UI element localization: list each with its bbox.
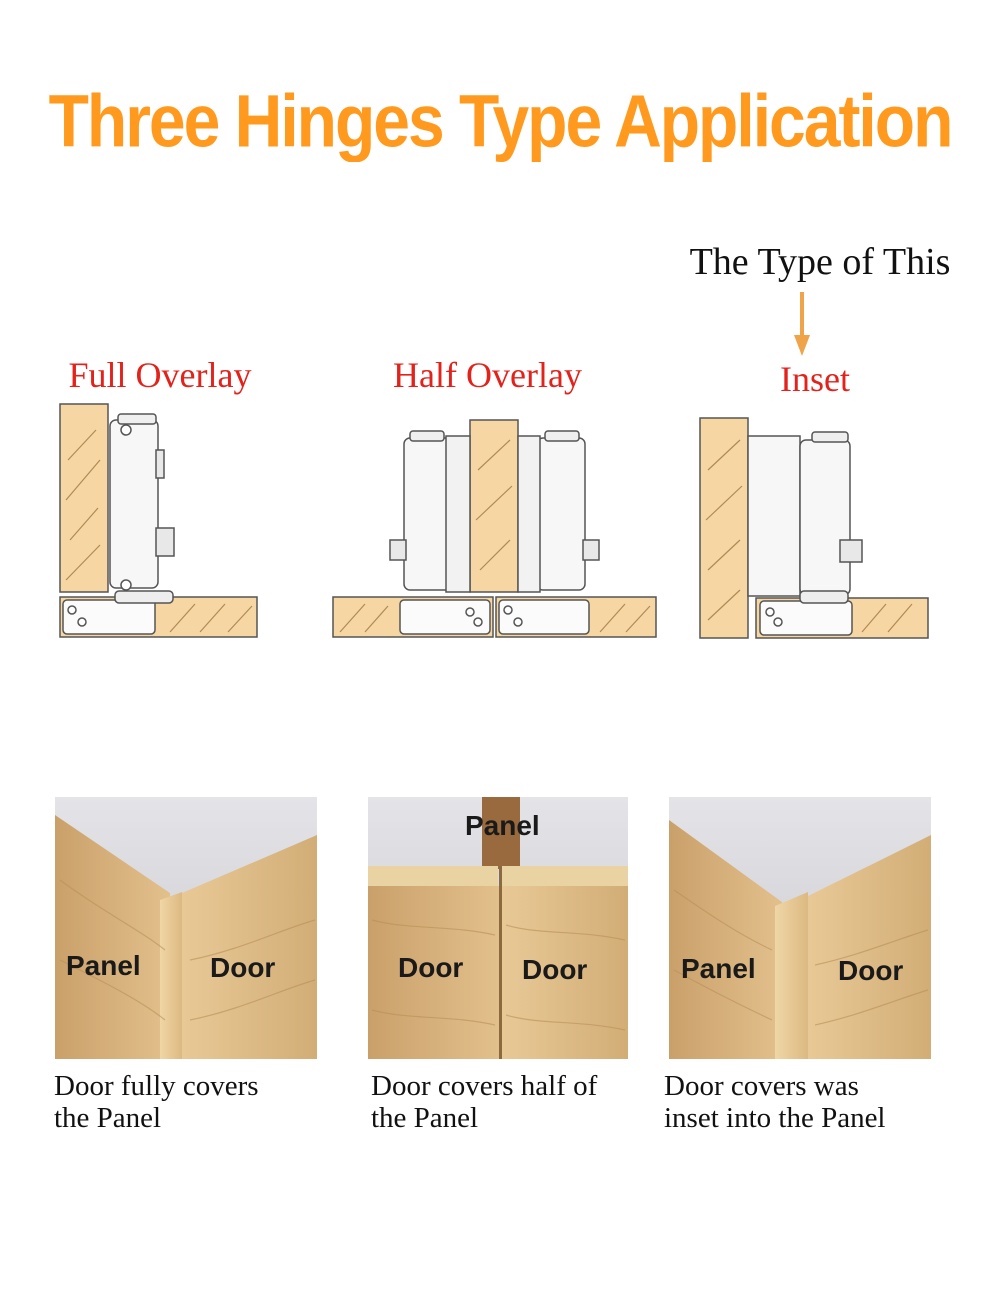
caption1-line2: the Panel [54,1102,162,1134]
half-overlay-diagram [333,420,656,637]
label-full-overlay: Full Overlay [68,355,252,395]
label-inset: Inset [780,359,850,399]
full-overlay-diagram [60,404,257,637]
caption2-line1: Door covers half of [371,1070,598,1102]
inset-diagram [700,418,928,638]
photo2-panel-label: Panel [465,810,540,841]
caption2-line2: the Panel [371,1102,479,1134]
photo2-door-right-label: Door [522,954,588,985]
photo1-door-label: Door [210,952,276,983]
photo-full-overlay [55,797,317,1059]
caption-half-overlay [371,1070,651,1134]
page-title: Three Hinges Type Application [48,79,952,162]
caption1-line1: Door fully covers [54,1070,259,1102]
down-arrow-icon [794,292,810,356]
photo3-panel-label: Panel [681,953,756,984]
photo3-door-label: Door [838,955,904,986]
callout-text: The Type of This [689,241,951,283]
caption3-line1: Door covers was [664,1070,859,1102]
caption-inset [664,1070,964,1134]
photo-inset [669,797,931,1059]
photo-half-overlay [368,797,628,1059]
label-half-overlay: Half Overlay [393,355,582,395]
caption3-line2: inset into the Panel [664,1102,886,1134]
photo1-panel-label: Panel [66,950,141,981]
caption-full-overlay [54,1070,334,1134]
photo2-door-left-label: Door [398,952,464,983]
